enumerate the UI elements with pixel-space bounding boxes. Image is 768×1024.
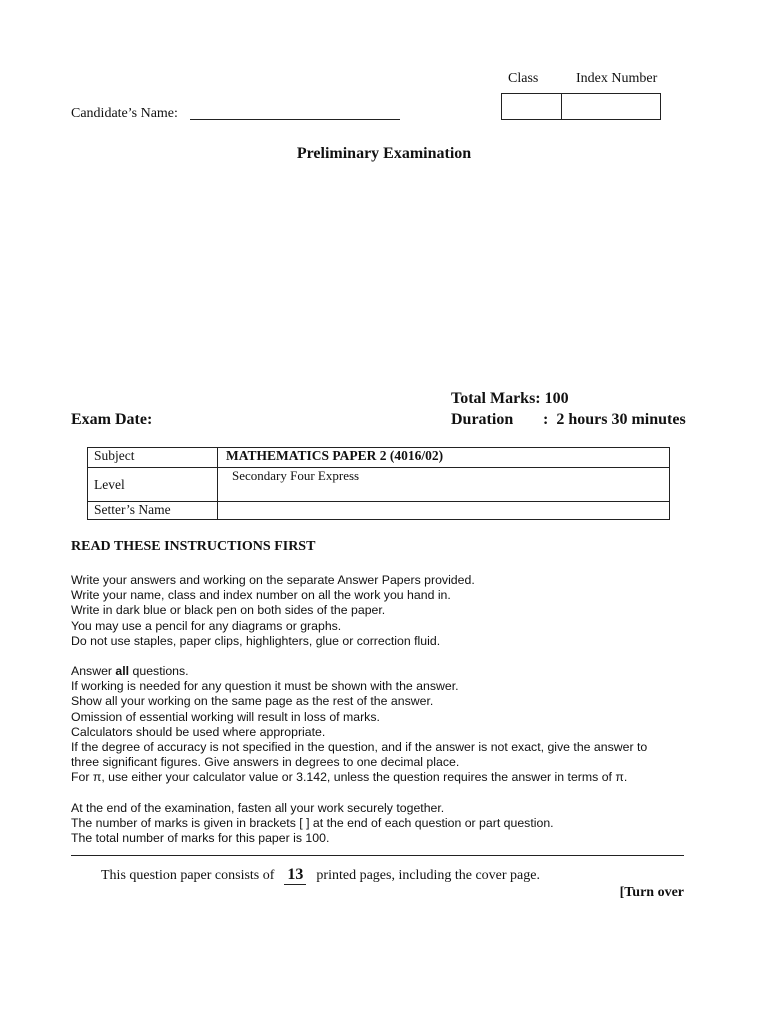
setter-name-value [218,502,670,520]
instructions-block-1 [71,573,711,649]
candidate-name-line[interactable] [190,119,400,120]
instruction-line: The number of marks is given in brackets [ ] at the end of each question or part question. [71,816,554,831]
instruction-line: For π, use either your calculator value or 3.142, unless the question requires the answer in terms of π. [71,770,628,785]
divider [71,855,684,856]
duration-label: Duration [451,411,514,428]
answer-all-bold: all [115,664,130,678]
index-number-label: Index Number [576,71,658,86]
page-count-note [101,866,540,885]
class-box[interactable] [501,93,562,120]
instruction-line: Write in dark blue or black pen on both sides of the paper. [71,603,386,618]
instruction-line: The total number of marks for this paper is 100. [71,831,330,846]
table-row-setter [88,502,670,520]
instruction-line: At the end of the examination, fasten all your work securely together. [71,801,445,815]
instruction-line: You may use a pencil for any diagrams or graphs. [71,618,342,633]
exam-date-label: Exam Date: [71,411,153,428]
subject-label: Subject [88,448,218,468]
total-marks: Total Marks: 100 [451,390,569,407]
class-label: Class [508,71,539,86]
exam-info-table [87,447,670,520]
instruction-line: Write your name, class and index number on all the work you hand in. [71,588,451,603]
candidate-name-label: Candidate’s Name: [71,106,178,121]
page-count-prefix: This question paper consists of [101,868,275,883]
instructions-block-2 [71,664,711,786]
subject-value: MATHEMATICS PAPER 2 (4016/02) [218,448,670,468]
answer-all-suffix: questions. [129,664,189,678]
turn-over-label: [Turn over [619,885,684,900]
page-count-suffix: printed pages, including the cover page. [316,868,540,883]
level-value: Secondary Four Express [218,468,670,502]
duration-value: : 2 hours 30 minutes [543,411,686,428]
instruction-line: Omission of essential working will result in loss of marks. [71,709,380,724]
page-count-number: 13 [284,866,306,885]
table-row-subject [88,448,670,468]
instruction-line: Do not use staples, paper clips, highlighters, glue or correction fluid. [71,633,441,648]
instruction-line: Calculators should be used where appropriate. [71,724,326,739]
instructions-heading: READ THESE INSTRUCTIONS FIRST [71,539,316,554]
instruction-line: Write your answers and working on the separate Answer Papers provided. [71,573,475,587]
instruction-line: three significant figures. Give answers in degrees to one decimal place. [71,755,460,770]
index-number-box[interactable] [561,93,661,120]
instructions-block-3 [71,801,711,847]
instruction-line-answer-all [71,664,711,679]
level-label: Level [88,468,218,502]
table-row-level [88,468,670,502]
answer-all-prefix: Answer [71,664,116,678]
setter-name-label: Setter’s Name [88,502,218,520]
page-title: Preliminary Examination [296,145,472,162]
instruction-line: If working is needed for any question it must be shown with the answer. [71,679,459,694]
instruction-line: Show all your working on the same page as the rest of the answer. [71,694,434,709]
instruction-line: If the degree of accuracy is not specified in the question, and if the answer is not exact, give the answer to [71,740,648,755]
